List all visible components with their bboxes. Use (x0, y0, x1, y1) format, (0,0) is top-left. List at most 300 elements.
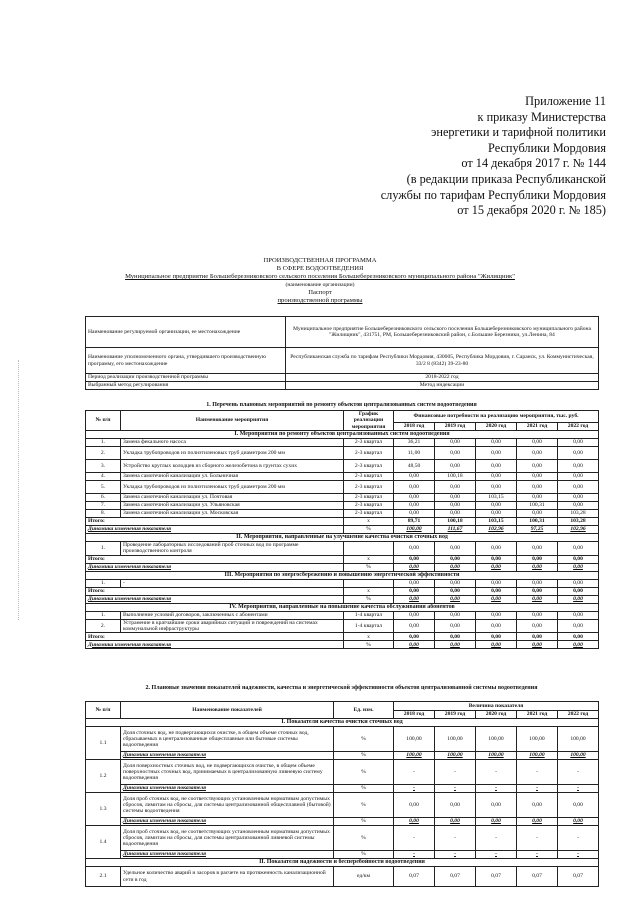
row-name: - (121, 579, 344, 587)
dynamics-value: 100,00 (435, 752, 476, 760)
row-schedule: 2-3 квартал (344, 473, 394, 481)
row-value: 0,00 (558, 439, 599, 447)
header-year: 2021 год (517, 711, 558, 719)
dynamics-value: 102,96 (476, 526, 517, 534)
row-value: 0,00 (476, 611, 517, 619)
row-value: 0,00 (476, 439, 517, 447)
dynamics-value: 0,00 (394, 818, 435, 826)
table-row (86, 793, 599, 818)
total-value: 0,00 (558, 633, 599, 641)
total-value: 0,00 (558, 555, 599, 563)
total-unit: х (344, 518, 394, 526)
dynamics-value: 100,00 (394, 752, 435, 760)
row-value: 0,00 (558, 579, 599, 587)
group-title-row (86, 571, 599, 579)
row-number: 1. (86, 439, 121, 447)
scan-edge-mark (18, 360, 20, 620)
header-finance: Финансовые потребности на реализацию мероприятия, тыс. руб. (394, 411, 599, 423)
dynamics-label: Динамика изменения показателя (86, 563, 344, 571)
info-row (86, 382, 599, 390)
row-value: - (476, 826, 517, 851)
table-row (86, 439, 599, 447)
row-value: - (517, 760, 558, 785)
row-value: 0,00 (558, 494, 599, 502)
appendix-line: энергетики и тарифной политики (431, 125, 606, 140)
row-number: 1.2 (86, 760, 121, 793)
dynamics-value: 0,00 (517, 595, 558, 603)
total-unit: х (344, 587, 394, 595)
row-schedule: 2-3 квартал (344, 502, 394, 510)
total-unit: х (344, 633, 394, 641)
dynamics-value: 0,00 (476, 818, 517, 826)
organization-caption: (наименование организации) (285, 282, 355, 288)
dynamics-row (86, 641, 599, 649)
dynamics-value: 100,00 (558, 752, 599, 760)
row-value: 0,00 (558, 447, 599, 460)
row-schedule (344, 579, 394, 587)
row-number: 2.1 (86, 867, 121, 887)
header-num: № п/п (86, 702, 121, 719)
appendix-line: к приказу Министерства (477, 109, 606, 124)
dynamics-value: 100,00 (394, 526, 435, 534)
row-value: 100,18 (435, 473, 476, 481)
group-title-row (86, 719, 599, 727)
row-value: 100,00 (558, 727, 599, 752)
document-titles (0, 257, 640, 305)
row-schedule: 2-3 квартал (344, 481, 394, 494)
row-number: 1.1 (86, 727, 121, 760)
row-value: - (558, 826, 599, 851)
row-value: - (558, 760, 599, 785)
header-schedule: График реализации мероприятия (344, 411, 394, 431)
total-label: Итого: (86, 518, 344, 526)
row-value: 0,00 (476, 793, 517, 818)
row-value: 0,07 (435, 867, 476, 887)
table-row (86, 867, 599, 887)
group-title: II. Мероприятия, направленные на улучшение качества очистки сточных вод (86, 534, 599, 542)
row-name: Доля поверхностных сточных вод, не подвергающихся очистке, в общем объеме поверхностных сточных вод, принимаемых в централизованную ливневую систему водоотведения (121, 760, 334, 785)
row-number: 1. (86, 579, 121, 587)
row-value: 0,00 (558, 611, 599, 619)
table-row (86, 542, 599, 556)
row-value: 0,00 (476, 502, 517, 510)
table-row (86, 619, 599, 633)
row-value: 0,00 (517, 439, 558, 447)
row-value: 0,00 (435, 460, 476, 473)
group-title: II. Показатели надежности и бесперебойности водоотведения (86, 859, 599, 867)
row-value: 0,00 (476, 510, 517, 518)
row-value: 0,00 (517, 793, 558, 818)
dynamics-value: 0,00 (558, 595, 599, 603)
row-value: 0,00 (476, 481, 517, 494)
total-value: 0,00 (558, 587, 599, 595)
row-value: 0,00 (558, 619, 599, 633)
total-value: 0,00 (476, 587, 517, 595)
dynamics-value: 0,00 (435, 563, 476, 571)
row-number: 1.4 (86, 826, 121, 859)
appendix-line: (в редакции приказа Республиканской (406, 171, 606, 186)
total-value: 100,31 (517, 518, 558, 526)
dynamics-value: 0,00 (476, 595, 517, 603)
repair-measures-body (86, 411, 599, 649)
repair-measures-table (85, 410, 599, 649)
dynamics-label: Динамика изменения показателя (121, 851, 334, 859)
row-name: Замена самотечной канализации ул. Почтовая (121, 494, 344, 502)
row-value: 0,00 (517, 473, 558, 481)
info-value: Метод индексации (286, 382, 599, 390)
row-value: 0,00 (517, 494, 558, 502)
dynamics-value: 0,00 (394, 563, 435, 571)
total-value: 0,00 (476, 633, 517, 641)
row-name: Удельное количество аварий и засоров в расчете на протяженность канализационной сети в год (121, 867, 334, 887)
row-number: 1. (86, 542, 121, 556)
dynamics-value: - (476, 851, 517, 859)
info-label: Наименование регулируемой организации, ее местонахождение (86, 317, 286, 348)
header-num: № п/п (86, 411, 121, 431)
header-year: 2020 год (476, 423, 517, 431)
header-unit: Ед. изм. (334, 702, 394, 719)
row-number: 5. (86, 481, 121, 494)
row-value: 0,00 (435, 447, 476, 460)
row-schedule: 1-4 квартал (344, 611, 394, 619)
row-value: 0,00 (394, 793, 435, 818)
dynamics-value: 0,00 (476, 641, 517, 649)
table-header-row (86, 702, 599, 711)
total-row (86, 555, 599, 563)
table-row (86, 447, 599, 460)
row-schedule (344, 542, 394, 556)
row-value: 0,07 (517, 867, 558, 887)
group-title: III. Мероприятия по энергосбережению и повышению энергетической эффективности (86, 571, 599, 579)
table-row (86, 502, 599, 510)
dynamics-unit: % (344, 595, 394, 603)
total-unit: х (344, 555, 394, 563)
row-value: 0,00 (394, 502, 435, 510)
table-row (86, 510, 599, 518)
row-number: 4. (86, 473, 121, 481)
row-name: Выполнение условий договоров, заключенных с абонентами (121, 611, 344, 619)
row-schedule: 2-3 квартал (344, 494, 394, 502)
row-value: - (517, 826, 558, 851)
dynamics-value: 0,00 (394, 595, 435, 603)
dynamics-value: 97,25 (517, 526, 558, 534)
info-row (86, 348, 599, 374)
row-value: 0,00 (476, 542, 517, 556)
dynamics-row (86, 595, 599, 603)
total-label: Итого: (86, 633, 344, 641)
passport-info-table (85, 316, 599, 390)
row-value: 0,00 (476, 579, 517, 587)
program-subtitle: В СФЕРЕ ВОДООТВЕДЕНИЯ (276, 265, 364, 272)
row-value: 48,50 (394, 460, 435, 473)
row-unit: % (334, 727, 394, 752)
group-title: IV. Мероприятия, направленные на повышение качества обслуживания абонентов (86, 603, 599, 611)
dynamics-unit: % (334, 851, 394, 859)
table-row (86, 494, 599, 502)
dynamics-row (86, 526, 599, 534)
row-number: 1.3 (86, 793, 121, 826)
dynamics-label: Динамика изменения показателя (121, 785, 334, 793)
row-value: 0,07 (558, 867, 599, 887)
row-value: 0,00 (558, 473, 599, 481)
row-number: 2. (86, 447, 121, 460)
row-value: 0,00 (435, 481, 476, 494)
total-label: Итого: (86, 587, 344, 595)
dynamics-value: 0,00 (558, 641, 599, 649)
row-value: 0,00 (476, 619, 517, 633)
header-year: 2018 год (394, 423, 435, 431)
program-title: ПРОИЗВОДСТВЕННАЯ ПРОГРАММА (263, 257, 377, 264)
row-value: 0,00 (517, 579, 558, 587)
total-value: 0,00 (435, 633, 476, 641)
row-value: 0,00 (517, 619, 558, 633)
header-year: 2021 год (517, 423, 558, 431)
header-value: Величина показателя (394, 702, 599, 711)
group-title: I. Показатели качества очистки сточных вод (86, 719, 599, 727)
row-value: 0,00 (517, 460, 558, 473)
row-value: 0,00 (435, 542, 476, 556)
total-value: 0,00 (394, 633, 435, 641)
header-year: 2018 год (394, 711, 435, 719)
row-value: 0,07 (394, 867, 435, 887)
total-value: 89,71 (394, 518, 435, 526)
table-row (86, 481, 599, 494)
row-value: 0,07 (476, 867, 517, 887)
row-schedule: 2-3 квартал (344, 447, 394, 460)
dynamics-row (86, 752, 599, 760)
dynamics-value: 0,00 (558, 818, 599, 826)
row-value: 0,00 (517, 510, 558, 518)
passport-title: Паспорт (308, 289, 332, 296)
row-value: - (394, 826, 435, 851)
row-unit: % (334, 826, 394, 851)
row-value: 0,00 (558, 481, 599, 494)
row-unit: % (334, 793, 394, 818)
row-name: Укладка трубопроводов из полиэтиленовых труб диаметром 200 мм (121, 481, 344, 494)
dynamics-label: Динамика изменения показателя (86, 641, 344, 649)
total-row (86, 633, 599, 641)
dynamics-unit: % (344, 641, 394, 649)
row-value: 0,00 (394, 473, 435, 481)
header-year: 2022 год (558, 423, 599, 431)
row-value: 100,00 (517, 727, 558, 752)
dynamics-value: - (558, 851, 599, 859)
header-year: 2019 год (435, 423, 476, 431)
row-value: 100,31 (517, 502, 558, 510)
row-number: 3. (86, 460, 121, 473)
row-name: Устранение в кратчайшие сроки аварийных ситуаций и повреждений на системах коммунальной инфраструктуры (121, 619, 344, 633)
info-value: 2018-2022 год (286, 374, 599, 382)
dynamics-value: 0,00 (558, 563, 599, 571)
dynamics-value: - (394, 851, 435, 859)
dynamics-row (86, 818, 599, 826)
row-value: 100,00 (435, 727, 476, 752)
row-value: 0,00 (394, 481, 435, 494)
row-schedule: 2-3 квартал (344, 510, 394, 518)
group-title-row (86, 859, 599, 867)
dynamics-value: 111,67 (435, 526, 476, 534)
dynamics-row (86, 785, 599, 793)
row-number: 8. (86, 510, 121, 518)
row-value: - (435, 760, 476, 785)
dynamics-value: - (517, 851, 558, 859)
row-value: 0,00 (435, 439, 476, 447)
row-schedule: 2-3 квартал (344, 460, 394, 473)
row-name: Проведение лабораторных исследований проб сточных вод по программе производственного контроля (121, 542, 344, 556)
info-row (86, 317, 599, 348)
header-name: Наименование мероприятия (121, 411, 344, 431)
table-row (86, 611, 599, 619)
appendix-line: Республики Мордовия (488, 140, 606, 155)
total-value: 103,15 (476, 518, 517, 526)
info-label: Период реализации производственной программы (86, 374, 286, 382)
total-label: Итого: (86, 555, 344, 563)
group-title: I. Мероприятия по ремонту объектов централизованных систем водоотведения (86, 431, 599, 439)
row-value: 11,00 (394, 447, 435, 460)
info-value: Муниципальное предприятие Большеберезниковского сельского поселения Большеберезниковского муниципального района "Жилищник", 431751, РМ, Большеберезниковский район, с.Большие Березники, ул.Ленина, 84 (286, 317, 599, 348)
appendix-line: Приложение 11 (525, 94, 606, 108)
organization-name: Муниципальное предприятие Большеберезниковского сельского поселения Большеберезниковского муниципального района "Жилищник" (125, 273, 515, 280)
total-row (86, 587, 599, 595)
dynamics-row (86, 563, 599, 571)
row-schedule: 2-3 квартал (344, 439, 394, 447)
indicators-table (85, 701, 599, 887)
row-name: Доля проб сточных вод, не соответствующих установленным нормативам допустимых сбросов, лимитам на сбросы, для системы централизованной ливневой системы водоотведения (121, 826, 334, 851)
row-number: 1. (86, 611, 121, 619)
dynamics-value: 0,00 (435, 595, 476, 603)
row-value: 0,00 (558, 793, 599, 818)
row-name: Доля сточных вод, не подвергающихся очистке, в общем объеме сточных вод, сбрасываемых в централизованные общесплавные или бытовые системы водоотведения (121, 727, 334, 752)
row-number: 2. (86, 619, 121, 633)
total-value: 0,00 (517, 587, 558, 595)
appendix-line: от 15 декабря 2020 г. № 185) (457, 203, 606, 218)
dynamics-value: - (435, 851, 476, 859)
dynamics-value: 102,96 (558, 526, 599, 534)
dynamics-value: - (517, 785, 558, 793)
dynamics-unit: % (344, 526, 394, 534)
dynamics-value: 0,00 (517, 818, 558, 826)
row-value: 0,00 (558, 460, 599, 473)
dynamics-unit: % (334, 752, 394, 760)
indicators-body (86, 702, 599, 887)
row-value: 0,00 (435, 579, 476, 587)
row-schedule: 1-4 квартал (344, 619, 394, 633)
row-value: 0,00 (435, 502, 476, 510)
row-value: 100,00 (394, 727, 435, 752)
row-value: 0,00 (476, 473, 517, 481)
total-value: 0,00 (517, 555, 558, 563)
row-value: 0,00 (394, 611, 435, 619)
row-name: Замена самотечной канализации ул. Московская (121, 510, 344, 518)
dynamics-label: Динамика изменения показателя (121, 818, 334, 826)
group-title-row (86, 431, 599, 439)
row-value: - (435, 826, 476, 851)
row-value: 103,28 (558, 510, 599, 518)
row-value: 0,00 (517, 611, 558, 619)
dynamics-value: - (435, 785, 476, 793)
group-title-row (86, 534, 599, 542)
row-name: Замена самотечной канализации ул. Больничная (121, 473, 344, 481)
row-value: 103,15 (476, 494, 517, 502)
dynamics-value: 0,00 (517, 641, 558, 649)
row-name: Устройство круглых колодцев из сборного железобетона в грунтах сухих (121, 460, 344, 473)
total-row (86, 518, 599, 526)
row-value: 0,00 (476, 447, 517, 460)
dynamics-label: Динамика изменения показателя (86, 526, 344, 534)
row-name: Доля проб сточных вод, не соответствующих установленным нормативам допустимых сбросов, лимитам на сбросы, для системы централизованной общесплавной (бытовой) системы водоотведения (121, 793, 334, 818)
row-value: 0,00 (435, 619, 476, 633)
row-value: - (476, 760, 517, 785)
appendix-line: от 14 декабря 2017 г. № 144 (461, 156, 606, 171)
table-row (86, 826, 599, 851)
dynamics-unit: % (334, 818, 394, 826)
dynamics-value: 0,00 (435, 818, 476, 826)
total-value: 100,18 (435, 518, 476, 526)
info-value: Республиканская служба по тарифам Республики Мордовия, 430005, Республика Мордовия, г. Саранск, ул. Коммунистическая, 33/2 8 (8342) 39-23-80 (286, 348, 599, 374)
dynamics-value: - (476, 785, 517, 793)
row-value: 0,00 (517, 542, 558, 556)
row-value: 0,00 (394, 494, 435, 502)
total-value: 0,00 (517, 633, 558, 641)
row-value: 0,00 (394, 619, 435, 633)
row-value: 0,00 (435, 494, 476, 502)
table-row (86, 460, 599, 473)
row-value: 0,00 (517, 481, 558, 494)
total-value: 103,28 (558, 518, 599, 526)
row-value: - (394, 760, 435, 785)
info-label: Выбранный метод регулирования (86, 382, 286, 390)
table-header-row (86, 411, 599, 423)
total-value: 0,00 (476, 555, 517, 563)
table-row (86, 760, 599, 785)
row-value: 0,00 (394, 542, 435, 556)
total-value: 0,00 (394, 587, 435, 595)
row-value: 0,00 (435, 611, 476, 619)
dynamics-label: Динамика изменения показателя (86, 595, 344, 603)
dynamics-value: 0,00 (476, 563, 517, 571)
info-label: Наименование уполномоченного органа, утвердившего производственную программу, его местонахождение (86, 348, 286, 374)
row-value: 0,00 (435, 793, 476, 818)
dynamics-value: 0,00 (394, 641, 435, 649)
row-name: Замена фекального насоса (121, 439, 344, 447)
table-row (86, 579, 599, 587)
header-year: 2019 год (435, 711, 476, 719)
section1-title: 1. Перечень плановых мероприятий по ремонту объектов централизованных систем водоотведения (206, 402, 477, 408)
header-year: 2020 год (476, 711, 517, 719)
dynamics-value: 100,00 (476, 752, 517, 760)
row-value: 0,00 (558, 542, 599, 556)
row-name: Укладка трубопроводов из полиэтиленовых труб диаметром 200 мм (121, 447, 344, 460)
dynamics-value: - (394, 785, 435, 793)
appendix-line: службы по тарифам Республики Мордовия (380, 187, 606, 202)
header-year: 2022 год (558, 711, 599, 719)
header-name: Наименование показателей (121, 702, 334, 719)
dynamics-unit: % (344, 563, 394, 571)
row-unit: % (334, 760, 394, 785)
row-value: 0,00 (394, 579, 435, 587)
total-value: 0,00 (394, 555, 435, 563)
row-value: 0,00 (558, 502, 599, 510)
row-value: 0,00 (517, 447, 558, 460)
dynamics-value: 100,00 (517, 752, 558, 760)
dynamics-row (86, 851, 599, 859)
row-value: 0,00 (476, 460, 517, 473)
dynamics-label: Динамика изменения показателя (121, 752, 334, 760)
info-row (86, 374, 599, 382)
appendix-header (381, 94, 606, 219)
dynamics-unit: % (334, 785, 394, 793)
table-row (86, 727, 599, 752)
